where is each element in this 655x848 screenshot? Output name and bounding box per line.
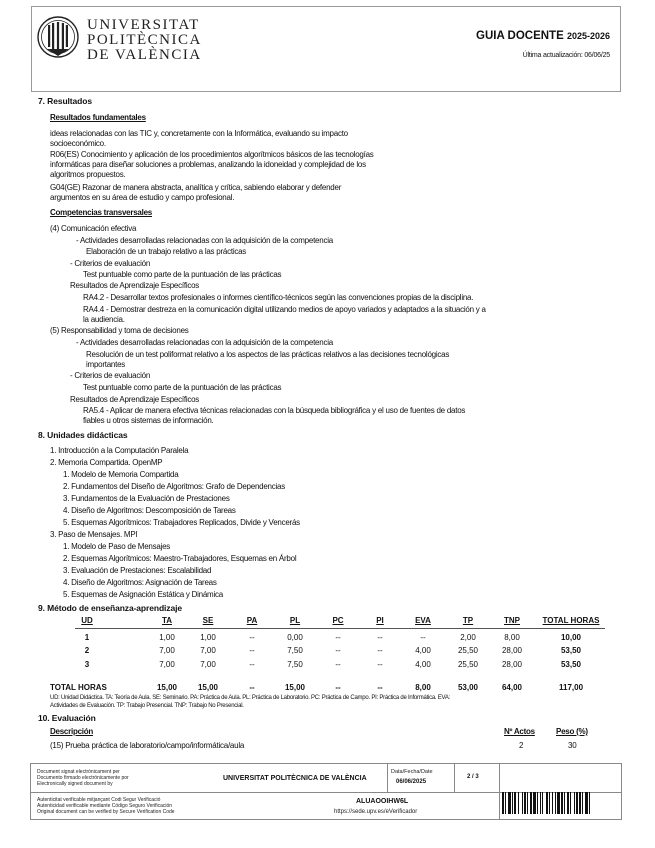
table-cell: 1 (84, 633, 90, 642)
footer-signed-line: Document signat electrònicament per (37, 769, 120, 775)
competencia-line: importantes (86, 360, 126, 369)
footer-page-number: 2 / 3 (467, 774, 479, 780)
university-name-line: UNIVERSITAT (87, 17, 200, 33)
resultado-line: ideas relacionadas con las TIC y, concretamente con la Informática, evaluando su impacto (50, 129, 348, 138)
table-cell: -- (249, 660, 255, 669)
competencia-line: RA4.2 - Desarrollar textos profesionales o informes científico-técnicos según las convenciones propias de la disciplina. (83, 293, 474, 302)
section-heading-unidades: 8. Unidades didácticas (38, 430, 128, 440)
table-header-cell: SE (202, 616, 214, 625)
table-total-cell: 64,00 (501, 683, 523, 692)
table-cell: 10,00 (560, 633, 582, 642)
university-name (87, 18, 202, 63)
subheading-resultados-fundamentales: Resultados fundamentales (50, 113, 146, 122)
section-heading-resultados: 7. Resultados (38, 96, 92, 106)
unidad-item: 1. Introducción a la Computación Paralela (50, 446, 189, 455)
footer-divider (454, 764, 455, 792)
unidad-subitem: 2. Esquemas Algorítmicos: Maestro-Trabajadores, Esquemas en Árbol (63, 554, 297, 563)
table-cell: 7,00 (159, 646, 175, 655)
table-cell: -- (377, 633, 383, 642)
guide-year: 2025-2026 (566, 31, 610, 41)
university-name-line: DE VALÈNCIA (87, 47, 202, 63)
table-total-cell: -- (377, 683, 383, 692)
table-cell: 0,00 (287, 633, 303, 642)
unidad-subitem: 3. Fundamentos de la Evaluación de Prestaciones (63, 494, 230, 503)
table-cell: -- (249, 633, 255, 642)
table-cell: 28,00 (501, 660, 523, 669)
footer-divider (499, 764, 500, 820)
table-cell: 2,00 (460, 633, 476, 642)
footer-signer: UNIVERSITAT POLITÈCNICA DE VALÈNCIA (223, 775, 367, 782)
unidad-subitem: 5. Esquemas de Asignación Estática y Dinámica (63, 590, 223, 599)
table-cell: 4,00 (415, 660, 431, 669)
unidad-subitem: 1. Modelo de Paso de Mensajes (63, 542, 171, 551)
table-header-cell: UD (81, 616, 93, 625)
table-total-cell: 15,00 (156, 683, 178, 692)
table-cell: 4,00 (415, 646, 431, 655)
barcode-icon (502, 792, 618, 814)
table-cell: -- (335, 646, 341, 655)
table-cell: 25,50 (457, 646, 479, 655)
table-header-cell: PI (376, 616, 384, 625)
resultado-line: argumentos en su área de estudio y campo profesional. (50, 193, 235, 202)
evaluacion-row-desc: (15) Prueba práctica de laboratorio/campo/informática/aula (50, 741, 245, 750)
table-total-cell: -- (249, 683, 255, 692)
competencia-line: (4) Comunicación efectiva (50, 224, 137, 233)
table-header-cell: PA (246, 616, 258, 625)
table-total-cell: -- (335, 683, 341, 692)
footer-date: 06/06/2025 (396, 779, 427, 785)
evaluacion-col-actos: Nº Actos (504, 727, 535, 736)
unidad-subitem: 3. Evaluación de Prestaciones: Escalabilidad (63, 566, 212, 575)
table-cell: 7,50 (287, 660, 303, 669)
footer-verification-url[interactable]: https://sede.upv.es/eVerificador (334, 809, 418, 815)
table-total-cell: 15,00 (197, 683, 219, 692)
last-updated: Última actualización: 06/06/25 (522, 52, 610, 59)
competencia-line: - Criterios de evaluación (70, 259, 151, 268)
table-total-cell: 117,00 (558, 683, 584, 692)
table-total-cell: 8,00 (415, 683, 431, 692)
table-cell: -- (335, 660, 341, 669)
section-heading-metodo: 9. Método de enseñanza-aprendizaje (38, 603, 182, 613)
table-total-label: TOTAL HORAS (50, 683, 107, 692)
competencia-line: - Actividades desarrolladas relacionadas con la adquisición de la competencia (76, 338, 333, 347)
footer-verify-line: Autenticidad verificable mediante Código Seguro Verificación (37, 803, 173, 809)
table-total-cell: 53,00 (457, 683, 479, 692)
unidad-subitem: 4. Diseño de Algoritmos: Descomposición de Tareas (63, 506, 236, 515)
table-cell: 28,00 (501, 646, 523, 655)
footer-verify-line: Original document can be verified by Secure Verification Code (37, 809, 175, 815)
table-divider (75, 628, 605, 629)
evaluacion-col-descripcion: Descripción (50, 727, 94, 736)
resultado-line: G04(GE) Razonar de manera abstracta, analítica y crítica, sabiendo elaborar y defender (50, 183, 342, 192)
competencia-line: RA5.4 - Aplicar de manera efectiva técnicas relacionadas con la búsqueda bibliográfica y el uso de fuentes de datos (83, 406, 466, 415)
table-cell: -- (335, 633, 341, 642)
competencia-line: Test puntuable como parte de la puntuación de las prácticas (83, 270, 282, 279)
unidad-subitem: 5. Esquemas Algorítmicos: Trabajadores Replicados, Divide y Vencerás (63, 518, 300, 527)
table-header-cell: TNP (504, 616, 520, 625)
signature-footer (30, 763, 622, 820)
table-cell: -- (377, 646, 383, 655)
unidad-subitem: 4. Diseño de Algoritmos: Asignación de Tareas (63, 578, 217, 587)
table-cell: 7,00 (200, 646, 216, 655)
table-cell: 1,00 (200, 633, 216, 642)
unidad-subitem: 1. Modelo de Memoria Compartida (63, 470, 179, 479)
footer-verification-code: ALUAOOIHW6L (356, 798, 409, 805)
section-heading-evaluacion: 10. Evaluación (38, 713, 96, 723)
table-header-cell: EVA (415, 616, 431, 625)
competencia-line: Resolución de un test poliformat relativo a los aspectos de las prácticas relativos a las decisiones tecnológicas (86, 350, 450, 359)
subheading-competencias-transversales: Competencias transversales (50, 208, 152, 217)
metodo-legend-line: UD: Unidad Didáctica. TA: Teoría de Aula. SE: Seminario. PA: Práctica de Aula. PL: Práctica de Laboratorio. PC: Práctica de Campo. PI: Práctica de Informática. EVA: (50, 695, 450, 701)
table-header-cell: TOTAL HORAS (542, 616, 600, 625)
evaluacion-row-peso: 30 (568, 741, 577, 750)
table-header-cell: PL (289, 616, 301, 625)
competencia-line: Resultados de Aprendizaje Específicos (70, 281, 200, 290)
table-cell: 1,00 (159, 633, 175, 642)
table-cell: 7,00 (200, 660, 216, 669)
table-cell: 3 (84, 660, 90, 669)
table-header-cell: TP (462, 616, 474, 625)
table-total-cell: 15,00 (284, 683, 306, 692)
resultado-line: socioeconómico. (50, 139, 106, 148)
footer-signed-line: Documento firmado electrónicamente por (37, 775, 129, 781)
footer-date-label: Data/Fecha/Date (391, 769, 433, 775)
resultado-line: informáticas para diseñar soluciones a problemas, analizando la idoneidad y complejidad de los (50, 160, 366, 169)
competencia-line: la audiencia. (83, 315, 125, 324)
table-cell: -- (249, 646, 255, 655)
competencia-line: - Actividades desarrolladas relacionadas con la adquisición de la competencia (76, 236, 333, 245)
resultado-line: algoritmos propuestos. (50, 170, 126, 179)
document-header (31, 6, 621, 92)
competencia-line: Elaboración de un trabajo relativo a las prácticas (86, 247, 247, 256)
table-cell: -- (420, 633, 426, 642)
table-cell: 7,00 (159, 660, 175, 669)
competencia-line: Test puntuable como parte de la puntuación de las prácticas (83, 383, 282, 392)
competencia-line: RA4.4 - Demostrar destreza en la comunicación digital utilizando medios de apoyo variados y adaptados a la situación y a (83, 305, 486, 314)
evaluacion-col-peso: Peso (%) (556, 727, 588, 736)
unidad-subitem: 2. Fundamentos del Diseño de Algoritmos: Grafo de Dependencias (63, 482, 285, 491)
metodo-legend-line: Actividades de Evaluación. TP: Trabajo Presencial. TNP: Trabajo No Presencial. (50, 703, 244, 709)
table-cell: 25,50 (457, 660, 479, 669)
evaluacion-row-actos: 2 (519, 741, 524, 750)
unidad-item: 3. Paso de Mensajes. MPI (50, 530, 138, 539)
table-cell: 53,50 (560, 646, 582, 655)
competencia-line: - Criterios de evaluación (70, 371, 151, 380)
guide-title-text: GUIA DOCENTE (476, 30, 564, 42)
university-seal-icon (37, 13, 79, 63)
table-cell: 2 (84, 646, 90, 655)
resultado-line: R06(ES) Conocimiento y aplicación de los procedimientos algorítmicos básicos de las tecnologías (50, 150, 374, 159)
table-header-cell: PC (332, 616, 344, 625)
competencia-line: fiables u otros sistemas de información. (83, 416, 214, 425)
footer-verify-line: Autenticitat verificable mitjançant Codi Segur Verificació (37, 797, 161, 803)
table-header-cell: TA (161, 616, 173, 625)
footer-divider (387, 764, 388, 792)
table-cell: -- (377, 660, 383, 669)
competencia-line: Resultados de Aprendizaje Específicos (70, 395, 200, 404)
competencia-line: (5) Responsabilidad y toma de decisiones (50, 326, 189, 335)
table-cell: 53,50 (560, 660, 582, 669)
unidad-item: 2. Memoria Compartida. OpenMP (50, 458, 163, 467)
table-cell: 8,00 (504, 633, 520, 642)
table-cell: 7,50 (287, 646, 303, 655)
guide-title (476, 29, 610, 43)
footer-signed-line: Electronically signed document by (37, 781, 113, 787)
university-name-line: POLITÈCNICA (87, 32, 202, 48)
